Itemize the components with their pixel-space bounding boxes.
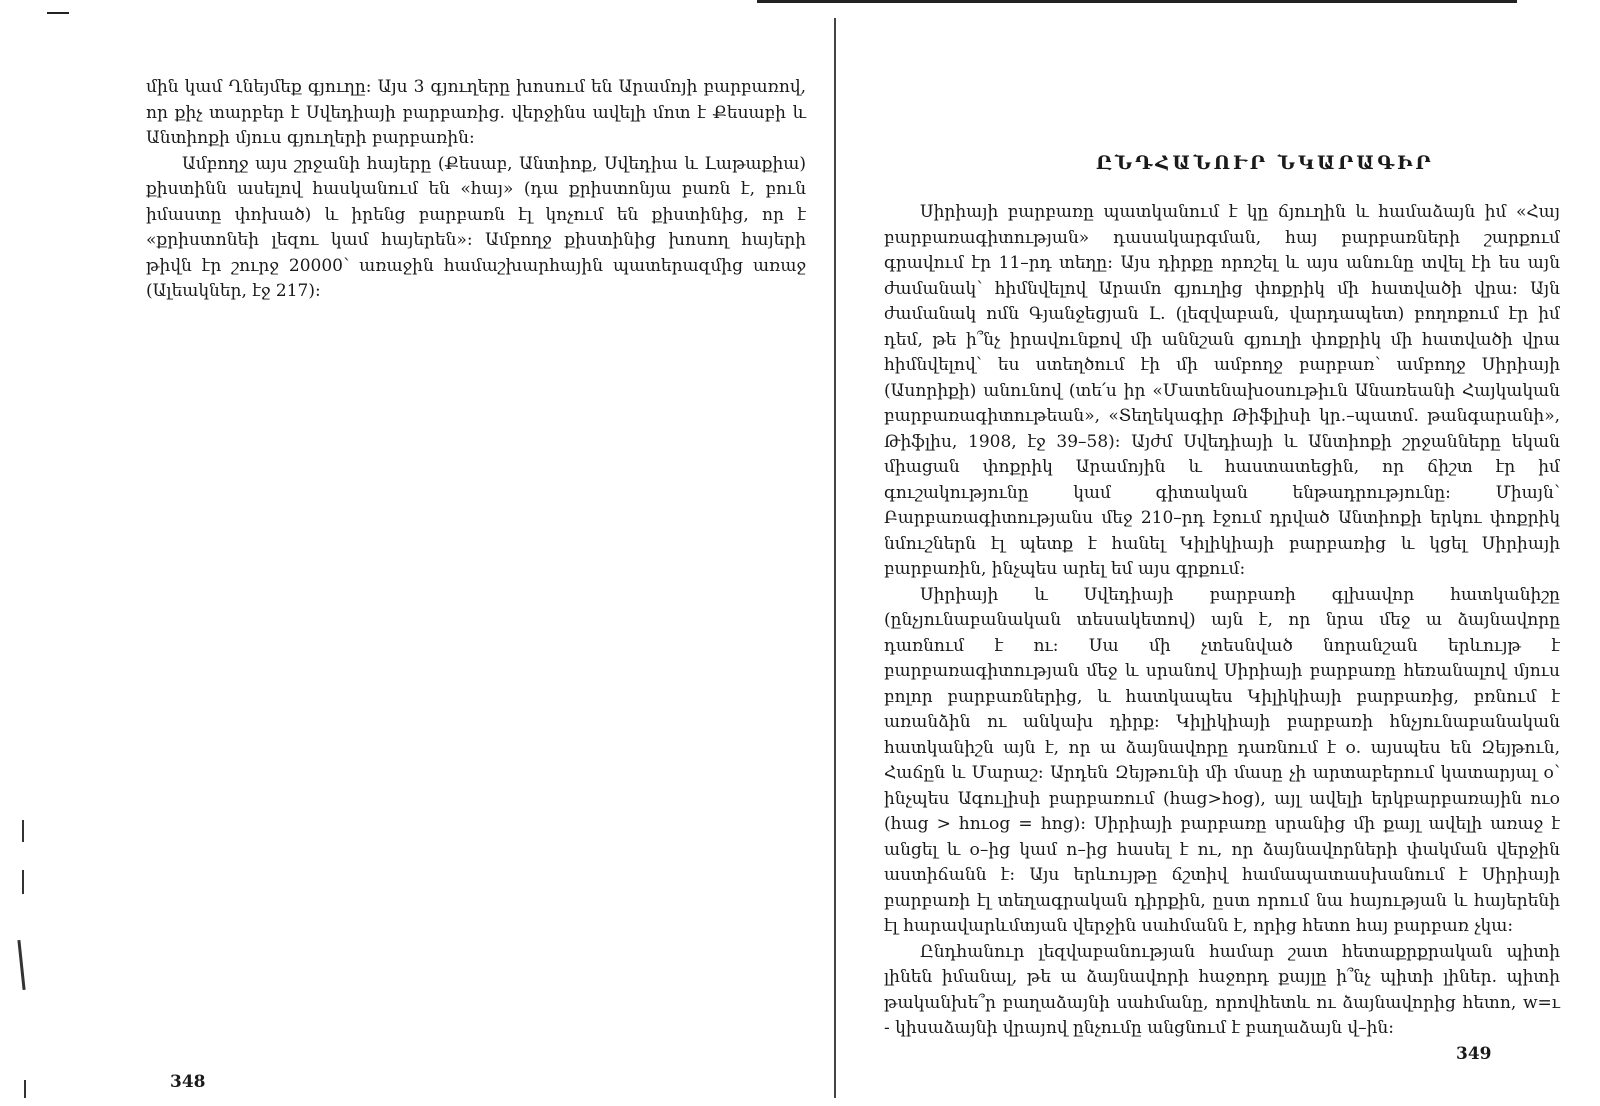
chapter-heading: ԸՆԴՀԱՆՈՒՐ ՆԿԱՐԱԳԻՐ [1096,152,1434,174]
page-number-right: 349 [1456,1044,1492,1064]
right-page-body [884,200,1560,1042]
right-paragraph-2: Սիրիայի և Սվեդիայի բարբառի գլխավոր հատկանիշը (ընչյունաբանական տեսակետով) այն է, որ նրա մեջ ա ձայնավորը դառնում է ու: Սա մի չտեսնված նորանշան երևույթ է բարբառագիտության մեջ և սրանով Սիրիայի բարբառը հեռանալով մյուս բոլոր բարբառներից, և հատկապես Կիլիկիայի բարբառից, բռնում է առանձին ու անկախ դիրք: Կիլիկիայի բարբառի հնչյունաբանական հատկանիշն այն է, որ ա ձայնավորը դառնում է օ. այսպես են Զեյթուն, Հաճըն և Մարաշ: Արդեն Զեյթունի մի մասը չի արտաբերում կատարյալ օ՝ ինչպես Ագուլիսի բարբառում (հաց>hog), այլ ավելի երկբարբառային ուօ (հաց > հուօց = hոg): Սիրիայի բարբառը սրանից մի քայլ ավելի առաջ է անցել և օ–ից կամ ո–ից հասել է ու, որ ձայնավորների փակման վերջին աստիճանն է: Այս երևույթը ճշտիվ համապատասխանում է Սիրիայի բարբառի էլ տեղագրական դիրքին, ըստ որում նա հայության և հայերենի էլ հարավարևմտյան վերջին սահմանն է, որից հետո հայ բարբառ չկա: [884,584,1560,936]
right-page [836,0,1600,1106]
left-page-body [146,75,806,305]
right-paragraph-1: Սիրիայի բարբառը պատկանում է կը ճյուղին և համաձայն իմ «Հայ բարբառագիտության» դասակարգման, հայ բարբառների շարքում գրավում էր 11–րդ տեղը: Այս դիրքը որոշել և այս անունը տվել էի ես այն ժամանակ՝ հիմնվելով Արամո գյուղից փոքրիկ մի հատվածի վրա: Այն ժամանակ ոմն Գյանջեցյան Լ. (լեզվաբան, վարդապետ) բողոքում էր իմ դեմ, թե ի՞նչ իրավունքով մի աննշան գյուղի փոքրիկ մի հատվածի վրա հիմնվելով՝ ես ստեղծում էի մի ամբողջ բարբառ՝ ամբողջ Սիրիայի (Ասորիքի) անունով (տե՛ս իր «Մատենախօսութիւն Անառեանի Հայկական բարբառագիտութեան», «Տեղեկագիր Թիֆլիսի կր.–պատմ. թանգարանի», Թիֆլիս, 1908, էջ 39–58): Այժմ Սվեդիայի և Անտիոքի շրջանները եկան միացան փոքրիկ Արամոյին և հաստատեցին, որ ճիշտ էր իմ գուշակությունը կամ գիտական ենթադրությունը: Միայն՝ Բարբառագիտությանս մեջ 210–րդ էջում դրված Անտիոքի երկու փոքրիկ նմուշներն էլ պետք է հանել Կիլիկիայի բարբառից և կցել Սիրիայի բարբառին, ինչպես արել եմ այս գրքում: [884,202,1560,579]
page-number-left: 348 [170,1072,206,1092]
right-paragraph-3: Ընդհանուր լեզվաբանության համար շատ հետաքրքրական պիտի լինեն իմանալ, թե ա ձայնավորի հաջորդ քայլը ի՞նչ պիտի լիներ. պիտի թականխե՞ր բաղաձայնի սահմանը, որովհետև ու ձայնավորից հետո, w=ւ - կիսաձայնի վրայով ընչումը անցնում է բաղաձայն վ–ին: [884,941,1560,1038]
left-paragraph-1: մին կամ Ղնեյմեք գյուղը: Այս 3 գյուղերը խոսում են Արամոյի բարբառով, որ քիչ տարբեր է Սվեդիայի բարբառից. վերջինս ավելի մոտ է Քեսաբի և Անտիոքի մյուս գյուղերի բարբառին: [146,77,806,148]
left-paragraph-2: Ամբողջ այս շրջանի հայերը (Քեսաբ, Անտիոք, Սվեդիա և Լաթաքիա) քիստինն ասելով հասկանում են «հայ» (դա քրիստոնյա բառն է, բուն իմաստը փոխած) և իրենց բարբառն էլ կոչում են քիստինից, որ է «քրիստոնեի լեզու կամ հայերեն»: Ամբողջ քիստինից խոսող հայերի թիվն էր շուրջ 20000՝ առաջին համաշխարհային պատերազմից առաջ (Ալեակներ, էջ 217): [146,153,806,301]
